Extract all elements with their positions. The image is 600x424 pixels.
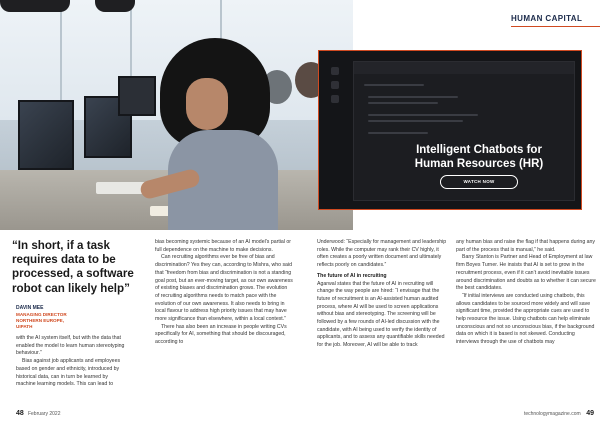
- page-number-right: 49: [586, 410, 594, 417]
- section-label: HUMAN CAPITAL: [511, 14, 583, 23]
- body-column-3: [317, 239, 447, 350]
- video-title-line1: Intelligent Chatbots for: [416, 144, 542, 156]
- paragraph: any human bias and raise the flag if that happens during any part of the process that is manual,” he said.: [456, 239, 596, 253]
- paragraph: with the AI system itself, but with the data that enabled the model to learn human stereotyping behaviour.”: [16, 335, 125, 357]
- issue-date: February 2022: [27, 411, 61, 417]
- subheading: The future of AI in recruiting: [317, 272, 387, 279]
- paragraph: bias becoming systemic because of an AI model’s partial or full dependence on the machine to make decisions.: [155, 239, 292, 253]
- monitor: [18, 100, 74, 170]
- section-rule: [511, 26, 600, 27]
- paragraph: Bias against job applicants and employees based on gender and ethnicity, introduced by historical data, can in turn be learned by machine learning models. This can lead to: [16, 358, 121, 388]
- people-icon: [331, 81, 339, 89]
- paragraph: “If initial interviews are conducted using chatbots, this allows candidates to be sourced more widely and will save significant time, provided the appropriate cues are used to help resource the issue. Using chatbots can help eliminate unconscious and not so unconscious bias, if the background data on which it is based is not skewed. Conducting interviews through the use of chatbots may: [456, 292, 595, 346]
- paragraph: Agarwal states that the future of AI in recruiting will change the way people are hired: “I envisage that the future of recruitment is an AI-assisted human audited process, where AI will be used to screen applications without bias and stereotyping. The screening will be followed by a few rounds of AI-led discussion with the candidate, with AI being used to verify the identity of applicants, and to assess any quantifiable skills needed for the job. Moreover, AI will be able to track: [317, 280, 445, 349]
- chat-titlebar: [354, 62, 574, 74]
- quote-author-name: DAVIN MEE: [16, 305, 44, 311]
- woman-face: [186, 78, 228, 130]
- video-title: [379, 143, 579, 171]
- watch-now-button[interactable]: WATCH NOW: [440, 175, 518, 189]
- paragraph: There has also been an increase in people writing CVs specifically for AI, something that should be discouraged, according to: [155, 323, 287, 346]
- ceiling-lamp: [95, 0, 135, 12]
- calendar-icon: [331, 95, 339, 103]
- body-column-4: [456, 239, 596, 347]
- paragraph: Barry Stanton is Partner and Head of Employment at law firm Boyes Turner. He insists that AI is set to grow in the recruitment process, even if it can’t avoid inevitable issues around discrimination and doubts as to whether it can secure the best candidates.: [456, 254, 596, 292]
- site-url[interactable]: technologymagazine.com: [523, 411, 581, 417]
- footer-left: [16, 410, 61, 417]
- office-photo: [0, 0, 353, 230]
- quote-author-role: MANAGING DIRECTOR NORTHERN EUROPE, UIPATH: [16, 312, 67, 329]
- pull-quote: “In short, if a task requires data to be processed, a software robot can likely help”: [12, 239, 134, 295]
- paragraph: Underwood: “Especially for management and leadership roles. While the computer may rank their CV highly, it often creates a poorly written document and ultimately reflects poorly on candidates.”: [317, 239, 447, 269]
- video-panel[interactable]: [318, 50, 582, 210]
- page-number-left: 48: [16, 410, 24, 417]
- video-title-line2: Human Resources (HR): [414, 158, 544, 170]
- paragraph: Can recruiting algorithms ever be free of bias and discrimination? Yes they can, according to Mishra, who said that “freedom from bias and discrimination is not a standing goal post, but an ever-moving target, as our own awareness of existing biases and discrimination grows. The evolution of recruiting algorithms needs to match pace with the evolution of our own awareness. It also needs to bring in local flavour to address high priority issues that may have more significance than elsewhere, within a local context.”: [155, 254, 293, 323]
- monitor: [118, 76, 156, 116]
- footer-right: [524, 410, 594, 417]
- chat-icon: [331, 67, 339, 75]
- body-column-2: [155, 239, 293, 347]
- body-column-1: [16, 335, 126, 389]
- ceiling-lamp: [0, 0, 70, 12]
- chat-sidebar: [327, 61, 345, 201]
